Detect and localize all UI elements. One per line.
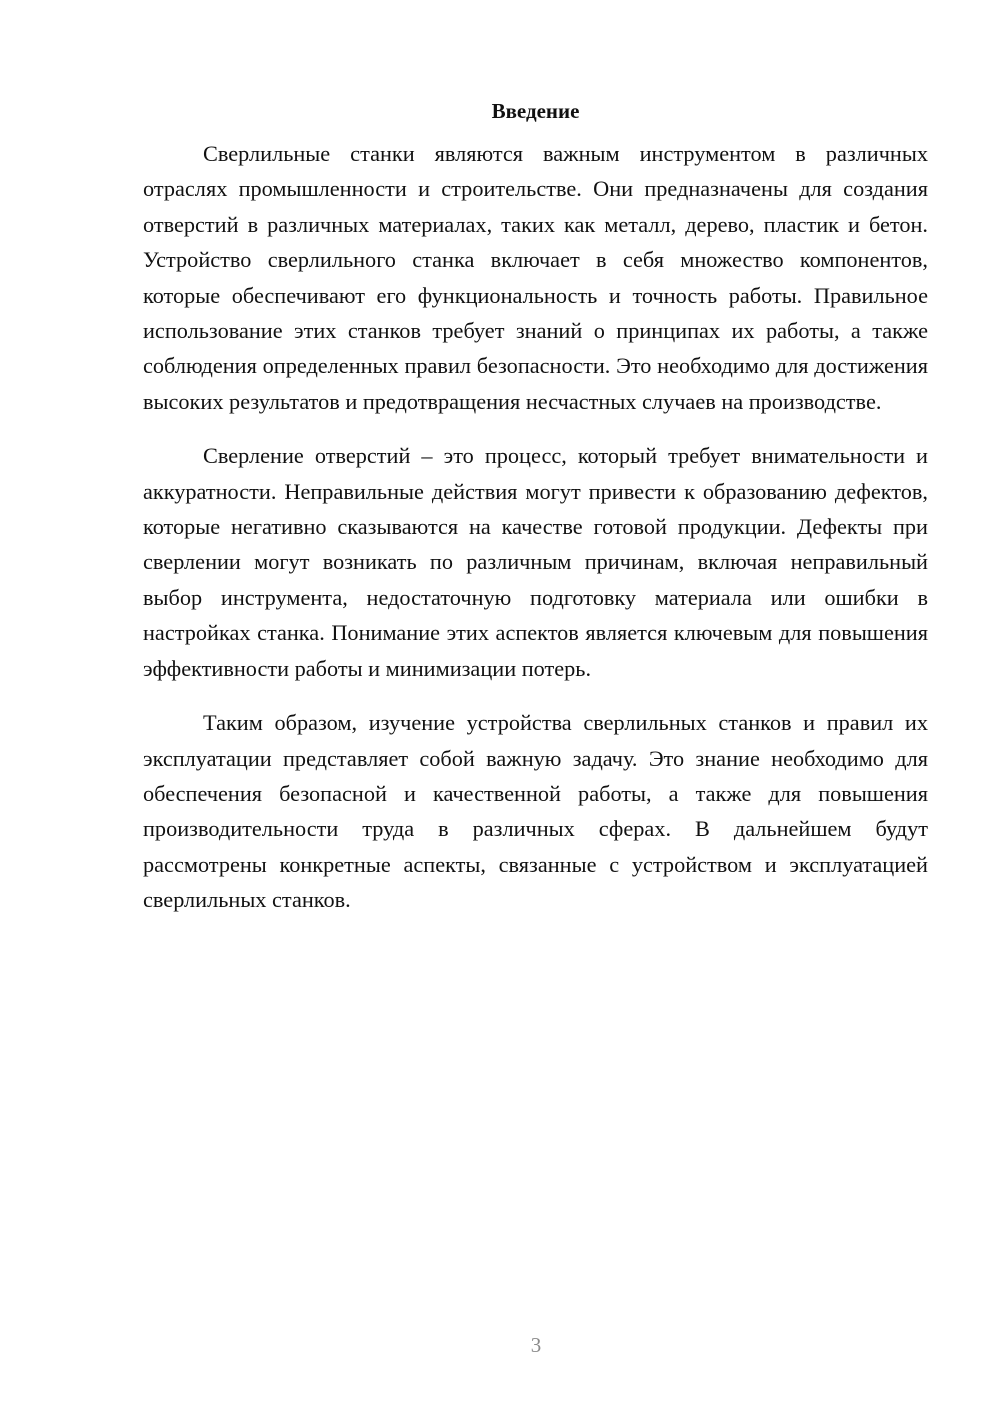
paragraph-3: Таким образом, изучение устройства сверлильных станков и правил их эксплуатации представляет собой важную задачу. Это знание необходимо для обеспечения безопасной и качественной работы, а также для повышения производительности труда в различных сферах. В дальнейшем будут рассмотрены конкретные аспекты, связанные с устройством и эксплуатацией сверлильных станков. (143, 710, 928, 913)
page-body (143, 96, 928, 918)
paragraph-1: Сверлильные станки являются важным инструментом в различных отраслях промышленности и строительстве. Они предназначены для создания отверстий в различных материалах, таких как металл, дерево, пластик и бетон. Устройство сверлильного станка включает в себя множество компонентов, которые обеспечивают его функциональность и точность работы. Правильное использование этих станков требует знаний о принципах их работы, а также соблюдения определенных правил безопасности. Это необходимо для достижения высоких результатов и предотвращения несчастных случаев на производстве. (143, 141, 928, 414)
paragraph-2: Сверление отверстий – это процесс, который требует внимательности и аккуратности. Неправильные действия могут привести к образованию дефектов, которые негативно сказываются на качестве готовой продукции. Дефекты при сверлении могут возникать по различным причинам, включая неправильный выбор инструмента, недостаточную подготовку материала или ошибки в настройках станка. Понимание этих аспектов является ключевым для повышения эффективности работы и минимизации потерь. (143, 443, 928, 681)
section-heading: Введение (491, 99, 580, 123)
page-number: 3 (530, 1333, 542, 1357)
